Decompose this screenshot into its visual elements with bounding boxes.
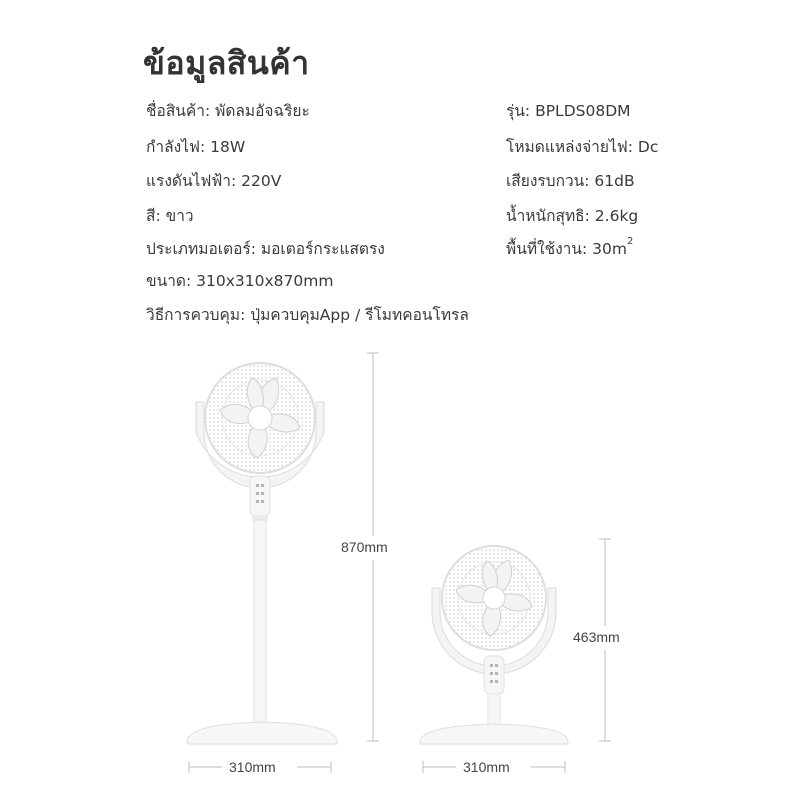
spec-voltage: แรงดันไฟฟ้า: 220V — [146, 172, 282, 190]
tall-fan-image — [187, 363, 337, 744]
tall-height-label: 870mm — [341, 539, 388, 555]
short-height-label: 463mm — [573, 629, 620, 645]
short-fan-image — [420, 546, 568, 744]
page-title: ข้อมูลสินค้า — [143, 44, 310, 82]
spec-size: ขนาด: 310x310x870mm — [146, 272, 334, 290]
tall-width-label: 310mm — [229, 759, 276, 775]
spec-control-method: วิธีการควบคุม: ปุ่มควบคุมApp / รีโมทคอนโทรล — [146, 306, 469, 324]
spec-motor-type: ประเภทมอเตอร์: มอเตอร์กระแสตรง — [146, 240, 385, 258]
spec-product-name: ชื่อสินค้า: พัดลมอัจฉริยะ — [146, 102, 310, 120]
short-width-label: 310mm — [463, 759, 510, 775]
spec-power-mode: โหมดแหล่งจ่ายไฟ: Dc — [506, 138, 659, 156]
spec-coverage-area: พื้นที่ใช้งาน: $30m^2$ — [506, 236, 634, 258]
spec-power: กำลังไฟ: 18W — [146, 138, 246, 156]
spec-model: รุ่น: BPLDS08DM — [506, 102, 631, 120]
spec-noise: เสียงรบกวน: 61dB — [506, 172, 635, 190]
spec-color: สี: ขาว — [146, 207, 194, 225]
spec-weight: น้ำหนักสุทธิ: 2.6kg — [506, 207, 639, 225]
